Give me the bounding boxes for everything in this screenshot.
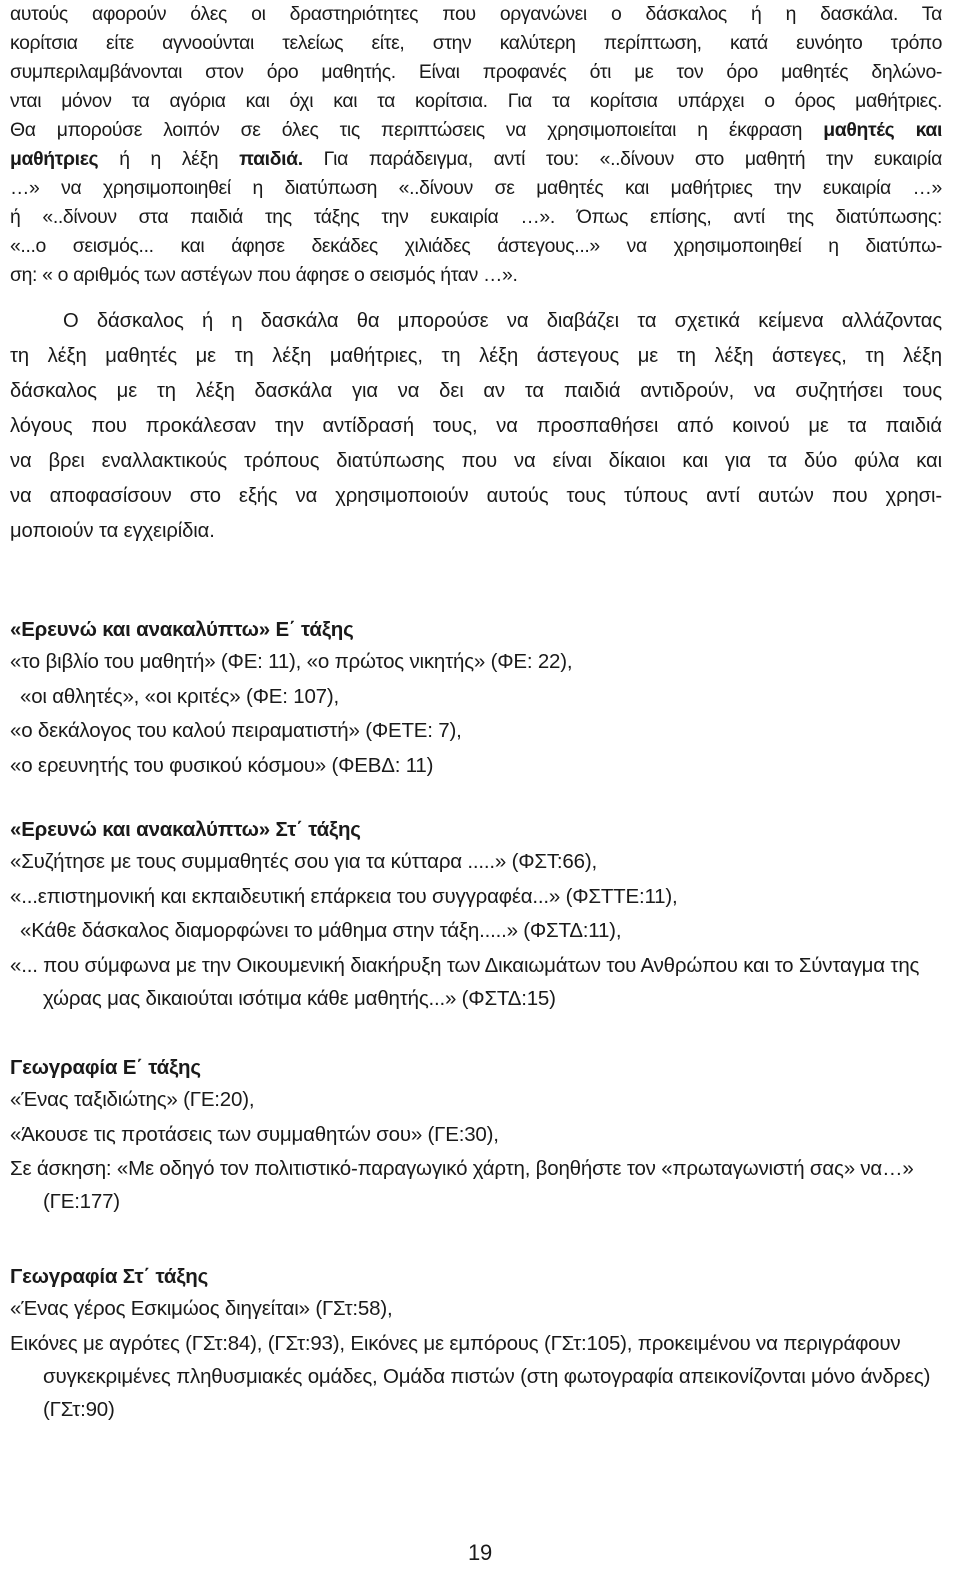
section-geography-e xyxy=(10,1053,942,1218)
list-item: «το βιβλίο του μαθητή» (ΦΕ: 11), «ο πρώτος νικητής» (ΦΕ: 22), xyxy=(10,650,573,673)
intro-paragraph xyxy=(10,0,942,290)
list-item: «Κάθε δάσκαλος διαμορφώνει το μάθημα στην τάξη.....» (ΦΣΤΔ:11), xyxy=(20,919,622,942)
list-item: «ο ερευνητής του φυσικού κόσμου» (ΦΕΒΔ: 11) xyxy=(10,753,434,777)
text-line: τη λέξη μαθητές με τη λέξη μαθήτριες, τη λέξη άστεγους με τη λέξη άστεγες, τη λέξη xyxy=(10,345,942,367)
paragraph-2 xyxy=(10,304,942,549)
page-number: 19 xyxy=(467,1540,493,1565)
text-line xyxy=(10,145,942,174)
text-line: αυτούς αφορούν όλες οι δραστηριότητες που οργανώνει ο δάσκαλος ή η δασκάλα. Τα xyxy=(10,3,942,25)
bold-term: παιδιά. xyxy=(239,148,303,170)
text-run: Θα μπορούσε λοιπόν σε όλες τις περιπτώσεις να χρησιμοποιείται η έκφραση xyxy=(10,119,803,141)
text-line: δάσκαλος με τη λέξη δασκάλα για να δει αν τα παιδιά αντιδρούν, να συζητήσει τους xyxy=(10,380,942,402)
intro-text xyxy=(10,0,942,549)
section-title: «Ερευνώ και ανακαλύπτω» Ε΄ τάξης xyxy=(10,618,354,641)
text-line: …» να χρησιμοποιηθεί η διατύπωση «..δίνουν σε μαθητές και μαθήτριες την ευκαιρία …» xyxy=(10,177,942,199)
text-line: συμπεριλαμβάνονται στον όρο μαθητής. Είναι προφανές ότι με τον όρο μαθητές δηλώνο- xyxy=(10,61,942,83)
text-line: να αποφασίσουν στο εξής να χρησιμοποιούν αυτούς τους τύπους αντί αυτών που χρησι- xyxy=(10,485,942,507)
text-line xyxy=(10,116,942,145)
section-title: Γεωγραφία Ε΄ τάξης xyxy=(10,1056,201,1079)
text-line: Ο δάσκαλος ή η δασκάλα θα μπορούσε να διαβάζει τα σχετικά κείμενα αλλάζοντας xyxy=(63,310,942,332)
section-physics-st xyxy=(10,815,942,1015)
list-item: Σε άσκηση: «Με οδηγό τον πολιτιστικό-παραγωγικό χάρτη, βοηθήστε τον «πρωταγωνιστή σας» να…» (ΓΕ:177) xyxy=(10,1157,914,1213)
bold-term: μαθητές και xyxy=(823,119,942,141)
section-physics-e xyxy=(10,615,942,783)
section-title: Γεωγραφία Στ΄ τάξης xyxy=(10,1265,209,1288)
list-item: «Άκουσε τις προτάσεις των συμμαθητών σου» (ΓΕ:30), xyxy=(10,1122,499,1146)
text-line: νται μόνον τα αγόρια και όχι και τα κορίτσια. Για τα κορίτσια υπάρχει ο όρος μαθήτριες. xyxy=(10,90,942,112)
text-run: ή η λέξη xyxy=(119,148,219,170)
text-line: ή «..δίνουν στα παιδιά της τάξης την ευκαιρία …». Όπως επίσης, αντί της διατύπωσης: xyxy=(10,206,942,228)
text-line: κορίτσια είτε αγνοούνται τελείως είτε, στην καλύτερη περίπτωση, κατά ευνόητο τρόπο xyxy=(10,32,942,54)
text-line: ση: « ο αριθμός των αστέγων που άφησε ο σεισμός ήταν …». xyxy=(10,264,518,286)
list-item: «οι αθλητές», «οι κριτές» (ΦΕ: 107), xyxy=(20,684,339,708)
list-item: «... που σύμφωνα με την Οικουμενική διακήρυξη των Δικαιωμάτων του Ανθρώπου και το Σύνταγμα της χώρας μας δικαιούται ισότιμα κάθε μαθητής...» (ΦΣΤΔ:15) xyxy=(10,953,920,1010)
bold-term: μαθήτριες xyxy=(10,148,99,170)
list-item: «Ένας γέρος Εσκιμώος διηγείται» (ΓΣτ:58), xyxy=(10,1297,393,1320)
text-line: «...ο σεισμός... και άφησε δεκάδες χιλιάδες άστεγους...» να χρησιμοποιηθεί η διατύπω- xyxy=(10,235,942,257)
list-item: «...επιστημονική και εκπαιδευτική επάρκεια του συγγραφέα...» (ΦΣΤΤΕ:11), xyxy=(10,884,678,908)
text-line: να βρει εναλλακτικούς τρόπους διατύπωσης που να είναι δίκαιοι και για τα δύο φύλα και xyxy=(10,450,942,472)
list-item: «ο δεκάλογος του καλού πειραματιστή» (ΦΕΤΕ: 7), xyxy=(10,719,462,742)
section-title: «Ερευνώ και ανακαλύπτω» Στ΄ τάξης xyxy=(10,818,361,841)
text-run: Για παράδειγμα, αντί του: «..δίνουν στο μαθητή την ευκαιρία xyxy=(323,148,942,170)
text-line: λόγους που προκάλεσαν την αντίδρασή τους, να προσπαθήσει από κοινού με τα παιδιά xyxy=(10,415,942,437)
list-item: «Συζήτησε με τους συμμαθητές σου για τα κύτταρα .....» (ΦΣΤ:66), xyxy=(10,850,597,873)
list-item: «Ένας ταξιδιώτης» (ΓΕ:20), xyxy=(10,1088,255,1111)
text-line: μοποιούν τα εγχειρίδια. xyxy=(10,520,215,542)
list-item: Εικόνες με αγρότες (ΓΣτ:84), (ΓΣτ:93), Εικόνες με εμπόρους (ΓΣτ:105), προκειμένου να περιγράφουν συγκεκριμένες πληθυσμιακές ομάδες, Ομάδα πιστών (στη φωτογραφία απεικονίζονται μόνο άνδρες) (ΓΣτ:90) xyxy=(10,1331,931,1421)
section-geography-st xyxy=(10,1262,942,1426)
